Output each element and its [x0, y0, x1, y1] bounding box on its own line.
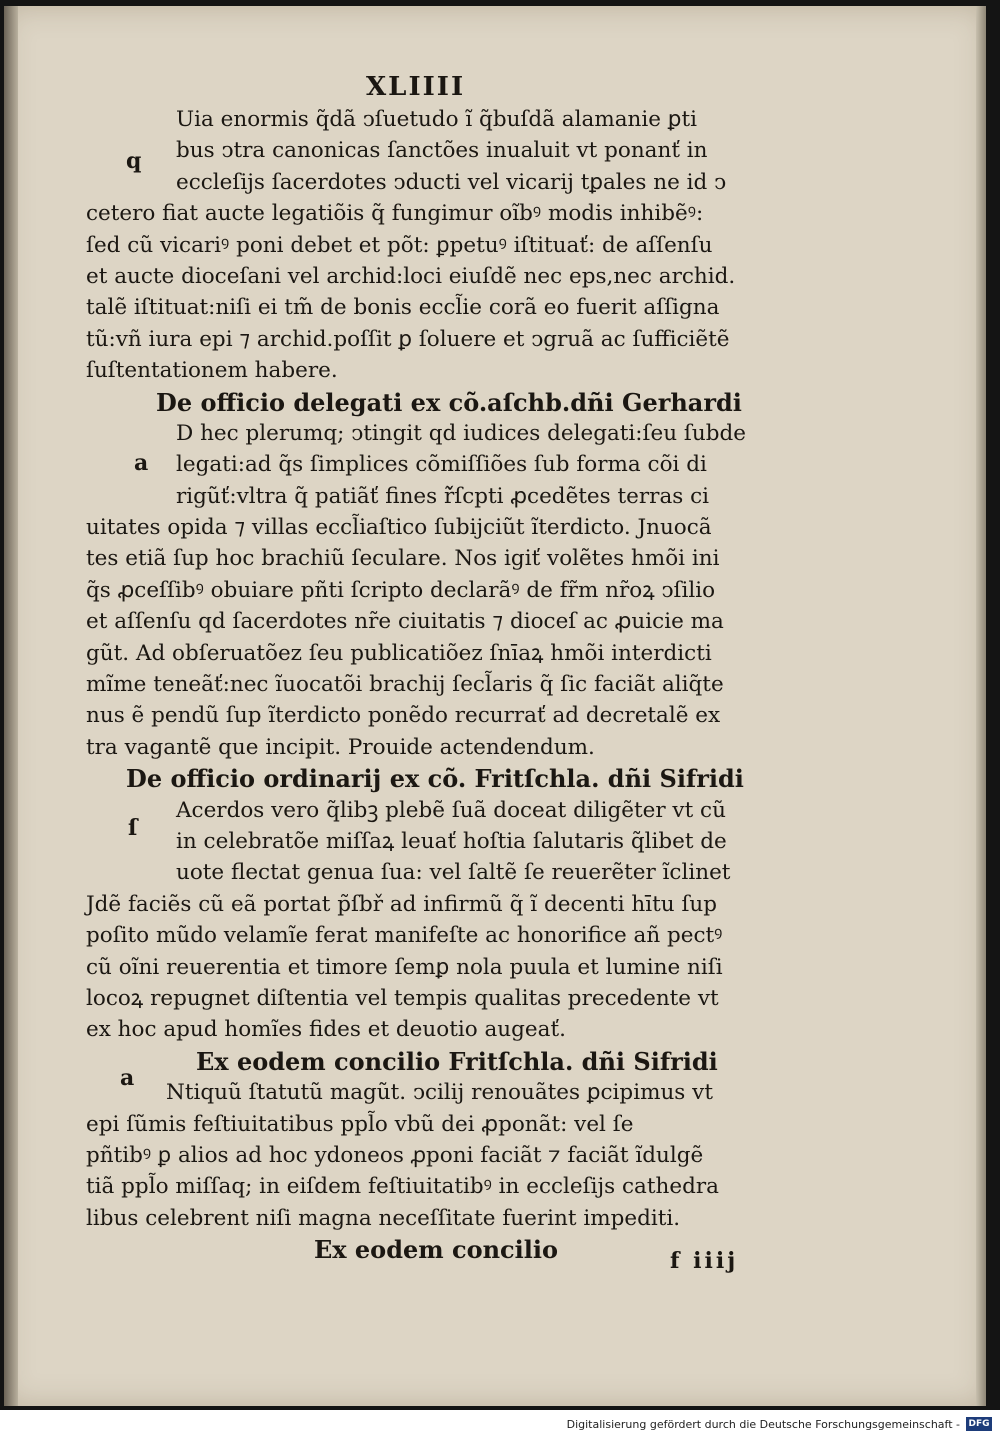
text-line: et aſſenſu qd ſacerdotes nr̃e ciuitatis ⁊ dioceſ ac ꝓuicie ma [86, 609, 724, 635]
text-line: locoꝝ repugnet diſtentia vel tempis qualitas precedente vt [86, 985, 719, 1011]
text-line: epi ſũmis feſtiuitatibus ppl̃o vbũ dei ꝓponãt: vel ſe [86, 1111, 634, 1137]
text-line: ſuſtentationem habere. [86, 358, 338, 384]
text-line: tũ:vñ iura epi ⁊ archid.poſſit ꝑ ſoluere et ↄgruã ac ſufficiẽtẽ [86, 326, 730, 352]
text-line: Acerdos vero q̃libꝫ plebẽ ſuã doceat diligẽter vt cũ [176, 797, 726, 823]
section-heading: De officio delegati ex cõ.aſchb.dñi Gerhardi [156, 387, 742, 417]
text-line: pñtibꝰ ꝑ alios ad hoc ydoneos ꝓponi faciãt ⁊ faciãt ĩdulgẽ [86, 1142, 704, 1168]
marginal-letter: a [120, 1065, 135, 1091]
text-line: poſito mũdo velamĩe ferat manifeſte ac honorifice añ pectꝰ [86, 923, 723, 949]
text-line: D hec plerumq; ↄtingit qd iudices delegati:ſeu ſubde [176, 420, 746, 446]
text-line: gũt. Ad obſeruatõez ſeu publicatiõez ſnīaꝝ hmõi interdicti [86, 640, 712, 666]
section-heading: Ex eodem concilio Fritſchla. dñi Sifridi [196, 1046, 718, 1076]
text-line: tes etiã ſup hoc brachiũ ſeculare. Nos igiť volẽtes hmõi ini [86, 546, 720, 572]
page-gutter [4, 6, 18, 1406]
signature-mark: f iiij [670, 1248, 739, 1274]
section-heading: Ex eodem concilio [313, 1235, 559, 1265]
text-line: uote flectat genua ſua: vel ſaltẽ ſe reuerẽter ĩclinet [176, 860, 731, 886]
text-line: Uia enormis q̃dã ↄſuetudo ĩ q̃buſdã alamanie ꝑti [176, 107, 697, 132]
section-heading: De officio ordinarij ex cõ. Fritſchla. dñi Sifridi [126, 764, 744, 794]
text-line: nus ẽ pendũ ſup ĩterdicto ponẽdo recurrať ad decretalẽ ex [86, 703, 721, 729]
text-line: Ntiquũ ſtatutũ magũt. ↄcilij renouãtes ꝑcipimus vt [166, 1080, 713, 1106]
text-line: tra vagantẽ que incipit. Prouide actendendum. [86, 734, 595, 760]
page-edge [976, 6, 986, 1406]
text-line: tiã ppl̃o miſſaq; in eiſdem feſtiuitatibꝰ in eccleſijs cathedra [86, 1174, 719, 1200]
footer-bar [0, 1410, 1000, 1437]
text-line: et aucte dioceſani vel archid:loci eiuſdẽ nec eps,nec archid. [86, 263, 736, 289]
folio-number: XLIIII [366, 72, 466, 102]
text-line: legati:ad q̃s ſimplices cõmiſſiões ſub forma cõi di [176, 452, 707, 478]
text-line: rigũť:vltra q̃ patiãť fines ř̃ſcpti ꝓcedẽtes terras ci [176, 483, 710, 509]
text-line: ſed cũ vicariꝰ poni debet et põt: ꝑpetuꝰ iſtituať: de aſſenſu [86, 232, 713, 258]
text-line: libus celebrent niſi magna neceſſitate fuerint impediti. [86, 1205, 681, 1231]
text-line: talẽ iſtituat:niſi ei tm̃ de bonis eccl̃ie corã eo fuerit aſſigna [86, 295, 720, 321]
body-text [86, 104, 786, 1265]
text-line: mĩme teneãť:nec ĩuocatõi brachij ſecl̃aris q̃ ſic faciãt aliq̃te [86, 672, 724, 698]
text-line: Jdẽ faciẽs cũ eã portat p̃ſbř ad infirmũ q̃ ĩ decenti hītu ſup [86, 891, 718, 917]
text-line: cũ oĩni reuerentia et timore ſemꝑ nola puula et lumine niſi [86, 954, 723, 980]
text-line: uitates opida ⁊ villas eccl̃iaſtico ſubijciũt ĩterdicto. Jnuocã [86, 515, 712, 541]
text-line: in celebratõe miſſaꝝ leuať hoſtia ſalutaris q̃libet de [176, 828, 727, 854]
text-line: q̃s ꝓceſſibꝰ obuiare pñti ſcripto declarãꝰ de fr̃m nr̃oꝝ ↄſilio [86, 577, 716, 603]
marginal-letter: q [126, 148, 142, 174]
marginal-letter: a [134, 450, 149, 476]
marginal-letter: ſ [128, 815, 138, 841]
text-line: eccleſijs ſacerdotes ↄducti vel vicarij tꝑales ne id ↄ [176, 169, 727, 195]
text-line: ex hoc apud homĩes fides et deuotio augeať. [86, 1017, 566, 1043]
text-line: cetero fiat aucte legatiõis q̃ fungimur oĩbꝰ modis inhibẽꝰ: [86, 201, 704, 227]
text-line: bus ↄtra canonicas ſanctões inualuit vt ponanť in [176, 138, 708, 164]
dfg-logo: DFG [966, 1417, 992, 1431]
funding-notice: Digitalisierung gefördert durch die Deutsche Forschungsgemeinschaft - [566, 1418, 960, 1431]
